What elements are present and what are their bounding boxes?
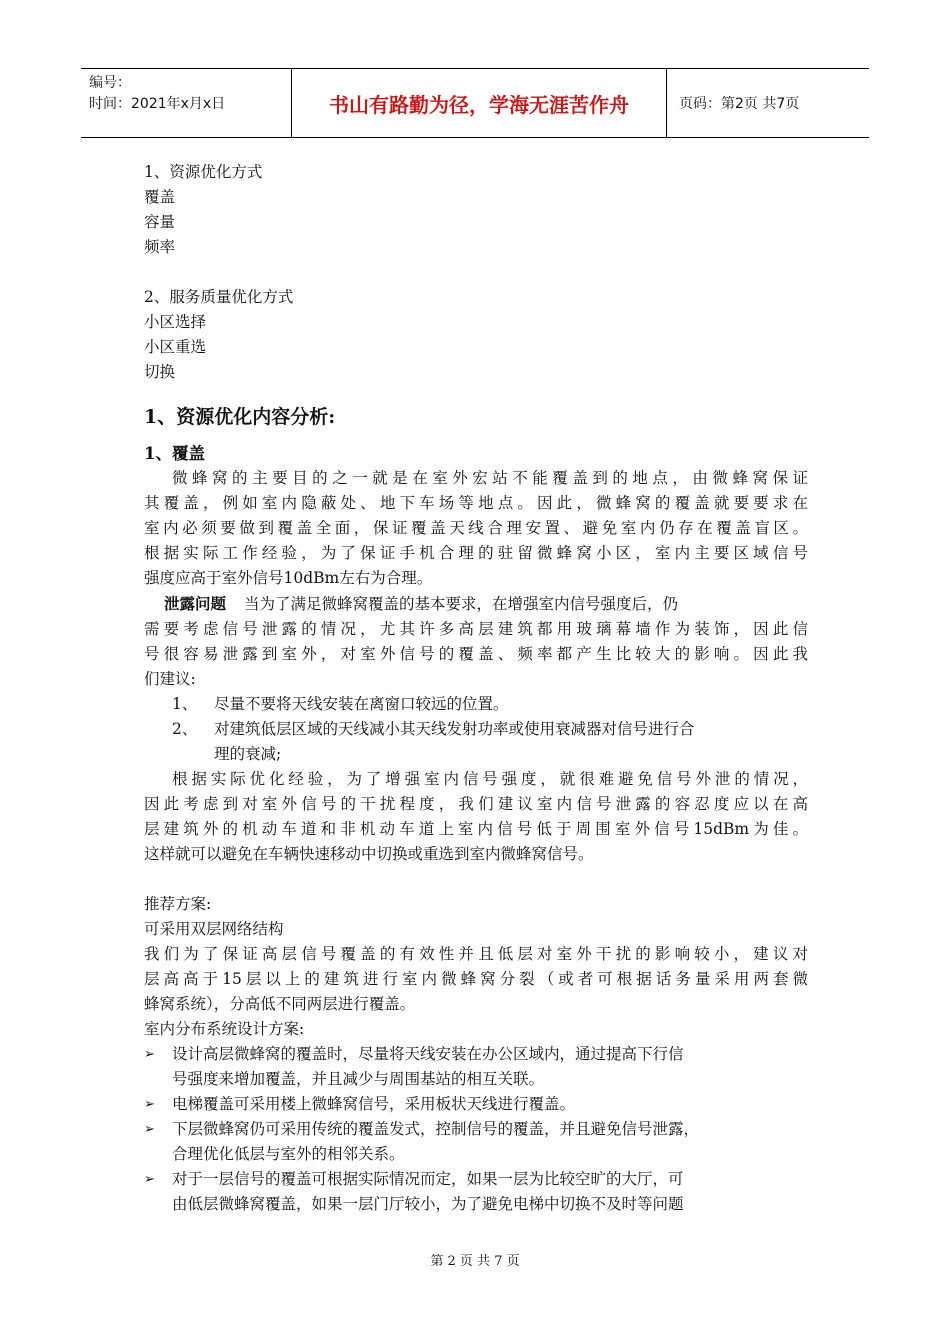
bullet-item-cont xyxy=(144,1142,808,1167)
list-item: 切换 xyxy=(144,363,176,381)
paragraph-line: 微蜂窝的主要目的之一就是在室外宏站不能覆盖到的地点，由微蜂窝保证 xyxy=(172,469,808,487)
paragraph-line: 根据实际优化经验，为了增强室内信号强度，就很难避免信号外泄的情况， xyxy=(172,770,808,788)
paragraph-line: 蜂窝系统），分高低不同两层进行覆盖。 xyxy=(144,995,416,1013)
numbered-item-cont xyxy=(144,742,808,767)
paragraph-line: 号很容易泄露到室外，对室外信号的覆盖、频率都产生比较大的影响。因此我 xyxy=(144,645,808,663)
coverage-heading: 1、覆盖 xyxy=(144,444,205,463)
bullet-arrow-icon: ➢ xyxy=(144,1122,155,1137)
numbered-item xyxy=(144,717,808,742)
leak-paragraph-first xyxy=(144,591,808,617)
paragraph-line: 们建议: xyxy=(144,670,196,688)
bullet-text: 由低层微蜂窝覆盖，如果一层门厅较小，为了避免电梯中切换不及时等问题 xyxy=(172,1195,684,1213)
bullet-text: 合理优化低层与室外的相邻关系。 xyxy=(172,1145,405,1163)
bullet-item xyxy=(144,1167,808,1192)
bullet-text: 下层微蜂窝仍可采用传统的覆盖发式，控制信号的覆盖，并且避免信号泄露， xyxy=(172,1120,700,1138)
paragraph-line: 需要考虑信号泄露的情况，尤其许多高层建筑都用玻璃幕墙作为装饰，因此信 xyxy=(144,620,808,638)
bullet-text: 对于一层信号的覆盖可根据实际情况而定，如果一层为比较空旷的大厅，可 xyxy=(172,1170,684,1188)
bullet-text: 设计高层微蜂窝的覆盖时，尽量将天线安装在办公区域内，通过提高下行信 xyxy=(172,1045,684,1063)
list-item: 小区重选 xyxy=(144,338,207,356)
analysis-heading: 1、资源优化内容分析: xyxy=(144,406,336,428)
section-title: 2、服务质量优化方式 xyxy=(144,288,294,306)
header-page: 页码：第2页 共7页 xyxy=(679,96,800,112)
bullet-item xyxy=(144,1092,808,1117)
paragraph-line: 强度应高于室外信号10dBm左右为合理。 xyxy=(144,569,433,587)
page-header xyxy=(81,68,869,138)
bullet-item xyxy=(144,1117,808,1142)
page-footer: 第 2 页 共 7 页 xyxy=(430,1254,520,1269)
header-meta xyxy=(81,69,291,137)
paragraph-line: 因此考虑到对室外信号的干扰程度，我们建议室内信号泄露的容忍度应以在高 xyxy=(144,795,808,813)
item-text: 对建筑低层区域的天线减小其天线发射功率或使用衰减器对信号进行合 xyxy=(214,720,695,738)
list-item: 覆盖 xyxy=(144,188,176,206)
bullet-item-cont xyxy=(144,1067,808,1092)
bullet-item-cont xyxy=(144,1192,808,1217)
bullet-arrow-icon: ➢ xyxy=(144,1097,155,1112)
paragraph-line: 当为了满足微蜂窝覆盖的基本要求，在增强室内信号强度后，仍 xyxy=(244,595,679,613)
paragraph-line: 层建筑外的机动车道和非机动车道上室内信号低于周围室外信号15dBm为佳。 xyxy=(144,820,808,838)
header-motto: 书山有路勤为径，学海无涯苦作舟 xyxy=(291,69,667,137)
paragraph-line: 我们为了保证高层信号覆盖的有效性并且低层对室外干扰的影响较小，建议对 xyxy=(144,945,808,963)
paragraph-line: 根据实际工作经验，为了保证手机合理的驻留微蜂窝小区，室内主要区域信号 xyxy=(144,544,808,562)
paragraph-line: 层高高于15层以上的建筑进行室内微蜂窝分裂（或者可根据话务量采用两套微 xyxy=(144,970,808,988)
list-item: 小区选择 xyxy=(144,313,207,331)
list-item: 容量 xyxy=(144,213,176,231)
numbered-item xyxy=(144,692,808,717)
item-text: 尽量不要将天线安装在离窗口较远的位置。 xyxy=(214,695,509,713)
list-item: 频率 xyxy=(144,238,176,256)
bullet-arrow-icon: ➢ xyxy=(144,1047,155,1062)
item-number: 2、 xyxy=(172,720,198,738)
leak-label: 泄露问题 xyxy=(164,594,227,613)
design-title: 室内分布系统设计方案: xyxy=(144,1020,305,1038)
bullet-text: 电梯覆盖可采用楼上微蜂窝信号，采用板状天线进行覆盖。 xyxy=(172,1095,576,1113)
document-body xyxy=(144,160,808,1217)
paragraph-line: 室内必须要做到覆盖全面，保证覆盖天线合理安置、避免室内仍存在覆盖盲区。 xyxy=(144,519,808,537)
section-title: 1、资源优化方式 xyxy=(144,163,263,181)
item-text: 理的衰减; xyxy=(214,745,282,763)
rec-line: 可采用双层网络结构 xyxy=(144,920,284,938)
item-number: 1、 xyxy=(172,695,198,713)
header-number: 编号： xyxy=(89,75,131,91)
paragraph-line: 其覆盖，例如室内隐蔽处、地下车场等地点。因此，微蜂窝的覆盖就要要求在 xyxy=(144,494,808,512)
bullet-item xyxy=(144,1042,808,1067)
bullet-arrow-icon: ➢ xyxy=(144,1172,155,1187)
bullet-text: 号强度来增加覆盖，并且减少与周围基站的相互关联。 xyxy=(172,1070,545,1088)
header-time: 时间：2021年x月x日 xyxy=(89,96,226,112)
rec-title: 推荐方案: xyxy=(144,895,212,913)
paragraph-line: 这样就可以避免在车辆快速移动中切换或重选到室内微蜂窝信号。 xyxy=(144,845,594,863)
